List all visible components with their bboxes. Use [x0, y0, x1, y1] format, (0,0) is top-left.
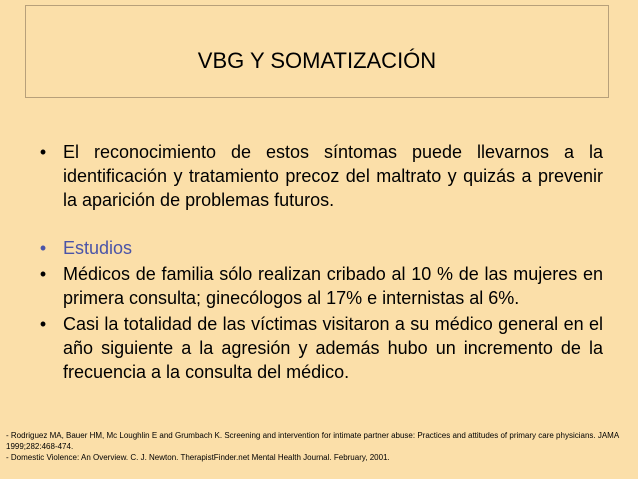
bullet-item	[33, 236, 603, 260]
references	[6, 430, 634, 463]
reference-item: - Rodriguez MA, Bauer HM, Mc Loughlin E and Grumbach K. Screening and intervention for intimate partner abuse: Practices and attitudes of primary care physicians. JAMA 1999;282:468-474.	[6, 431, 619, 451]
bullet-list	[33, 140, 603, 384]
bullet-text: Casi la totalidad de las víctimas visitaron a su médico general en el año siguiente a la agresión y además hubo un incremento de la frecuencia a la consulta del médico.	[63, 314, 603, 382]
bullet-icon: •	[39, 264, 47, 284]
bullet-item	[33, 262, 603, 310]
title-box	[25, 5, 609, 98]
bullet-item	[33, 312, 603, 384]
bullet-text: Estudios	[63, 238, 133, 258]
bullet-text: Médicos de familia sólo realizan cribado al 10 % de las mujeres en primera consulta; ginecólogos al 17% e internistas al 6%.	[63, 264, 603, 308]
bullet-icon: •	[39, 142, 47, 162]
slide-title: VBG Y SOMATIZACIÓN	[197, 48, 437, 73]
bullet-item	[33, 140, 603, 212]
bullet-text: El reconocimiento de estos síntomas puede llevarnos a la identificación y tratamiento precoz del maltrato y quizás a prevenir la aparición de problemas futuros.	[63, 142, 603, 210]
bullet-icon: •	[39, 238, 47, 258]
reference-item: - Domestic Violence: An Overview. C. J. Newton. TherapistFinder.net Mental Health Journal. February, 2001.	[6, 453, 390, 462]
bullet-icon: •	[39, 314, 47, 334]
